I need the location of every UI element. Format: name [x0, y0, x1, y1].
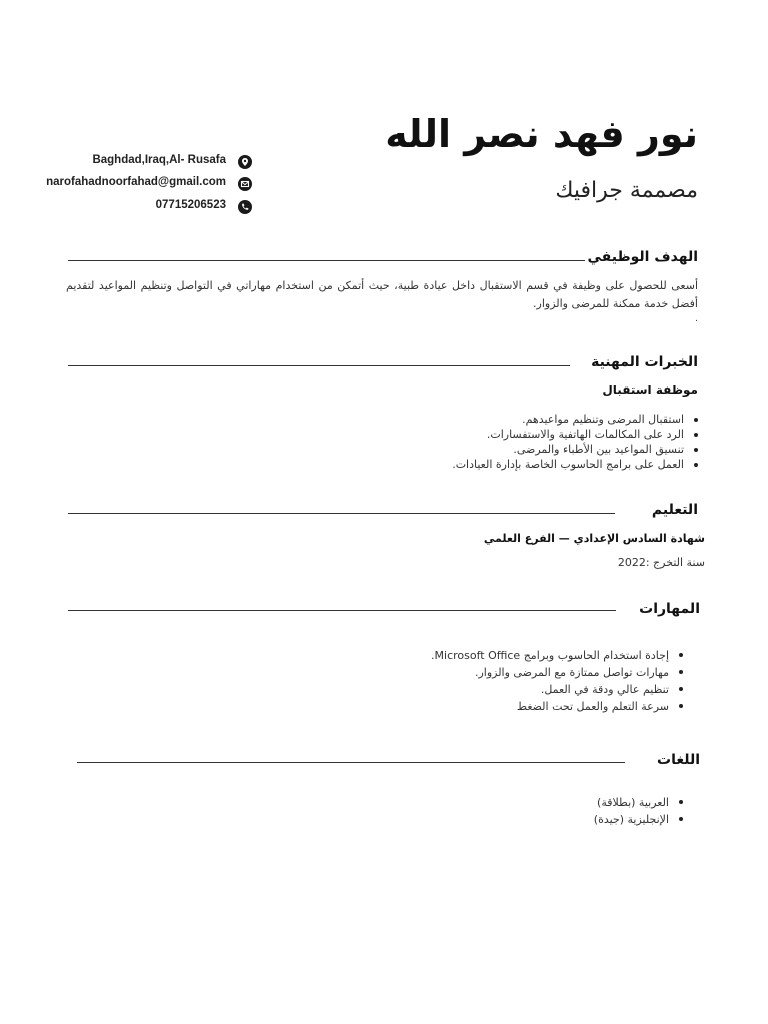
objective-heading: الهدف الوظيفي [587, 249, 698, 265]
contact-address [30, 152, 252, 172]
skills-list [431, 647, 683, 715]
location-pin-icon [238, 155, 252, 169]
contact-email [30, 174, 252, 194]
job-title: مصممة جرافيك [555, 178, 698, 203]
experience-list [452, 412, 698, 472]
experience-heading: الخبرات المهنية [591, 354, 698, 370]
education-heading: التعليم [651, 502, 698, 518]
list-item: تنظيم عالي ودقة في العمل. [431, 681, 683, 698]
list-item: الإنجليزية (جيدة) [594, 811, 683, 828]
languages-divider [77, 762, 625, 763]
languages-list [594, 794, 683, 828]
email-text[interactable]: narofahadnoorfahad@gmail.com [46, 176, 226, 188]
address-text: Baghdad,Iraq,Al- Rusafa [92, 154, 226, 166]
list-item: إجادة استخدام الحاسوب وبرامج Microsoft Office. [431, 647, 683, 664]
phone-text[interactable]: 07715206523 [155, 199, 226, 211]
languages-heading: اللغات [657, 752, 700, 768]
list-item: استقبال المرضى وتنظيم مواعيدهم. [452, 412, 698, 427]
education-degree: شهادة السادس الإعدادي — الفرع العلمي [483, 532, 705, 545]
experience-divider [68, 365, 570, 366]
list-item: مهارات تواصل ممتازة مع المرضى والزوار. [431, 664, 683, 681]
list-item: سرعة التعلم والعمل تحت الضغط [431, 698, 683, 715]
list-item: تنسيق المواعيد بين الأطباء والمرضى. [452, 442, 698, 457]
education-graduation: سنة التخرج :2022 [617, 556, 705, 569]
experience-role: موظفة استقبال [602, 383, 698, 397]
objective-divider [68, 260, 585, 261]
list-item: العربية (بطلاقة) [594, 794, 683, 811]
objective-text: أسعى للحصول على وظيفة في قسم الاستقبال داخل عيادة طبية، حيث أتمكن من استخدام مهاراتي في التواصل وتنظيم المواعيد لتقديم أفضل خدمة ممكنة للمرضى والزوار. [66, 279, 698, 310]
candidate-name: نور فهد نصر الله [385, 112, 698, 156]
list-item: العمل على برامج الحاسوب الخاصة بإدارة العيادات. [452, 457, 698, 472]
list-item: الرد على المكالمات الهاتفية والاستفسارات. [452, 427, 698, 442]
skills-divider [68, 610, 616, 611]
phone-icon [238, 200, 252, 214]
objective-trailing-mark: . [695, 314, 698, 324]
education-divider [68, 513, 615, 514]
contact-phone [30, 197, 252, 217]
skills-heading: المهارات [639, 601, 700, 617]
envelope-icon [238, 177, 252, 191]
